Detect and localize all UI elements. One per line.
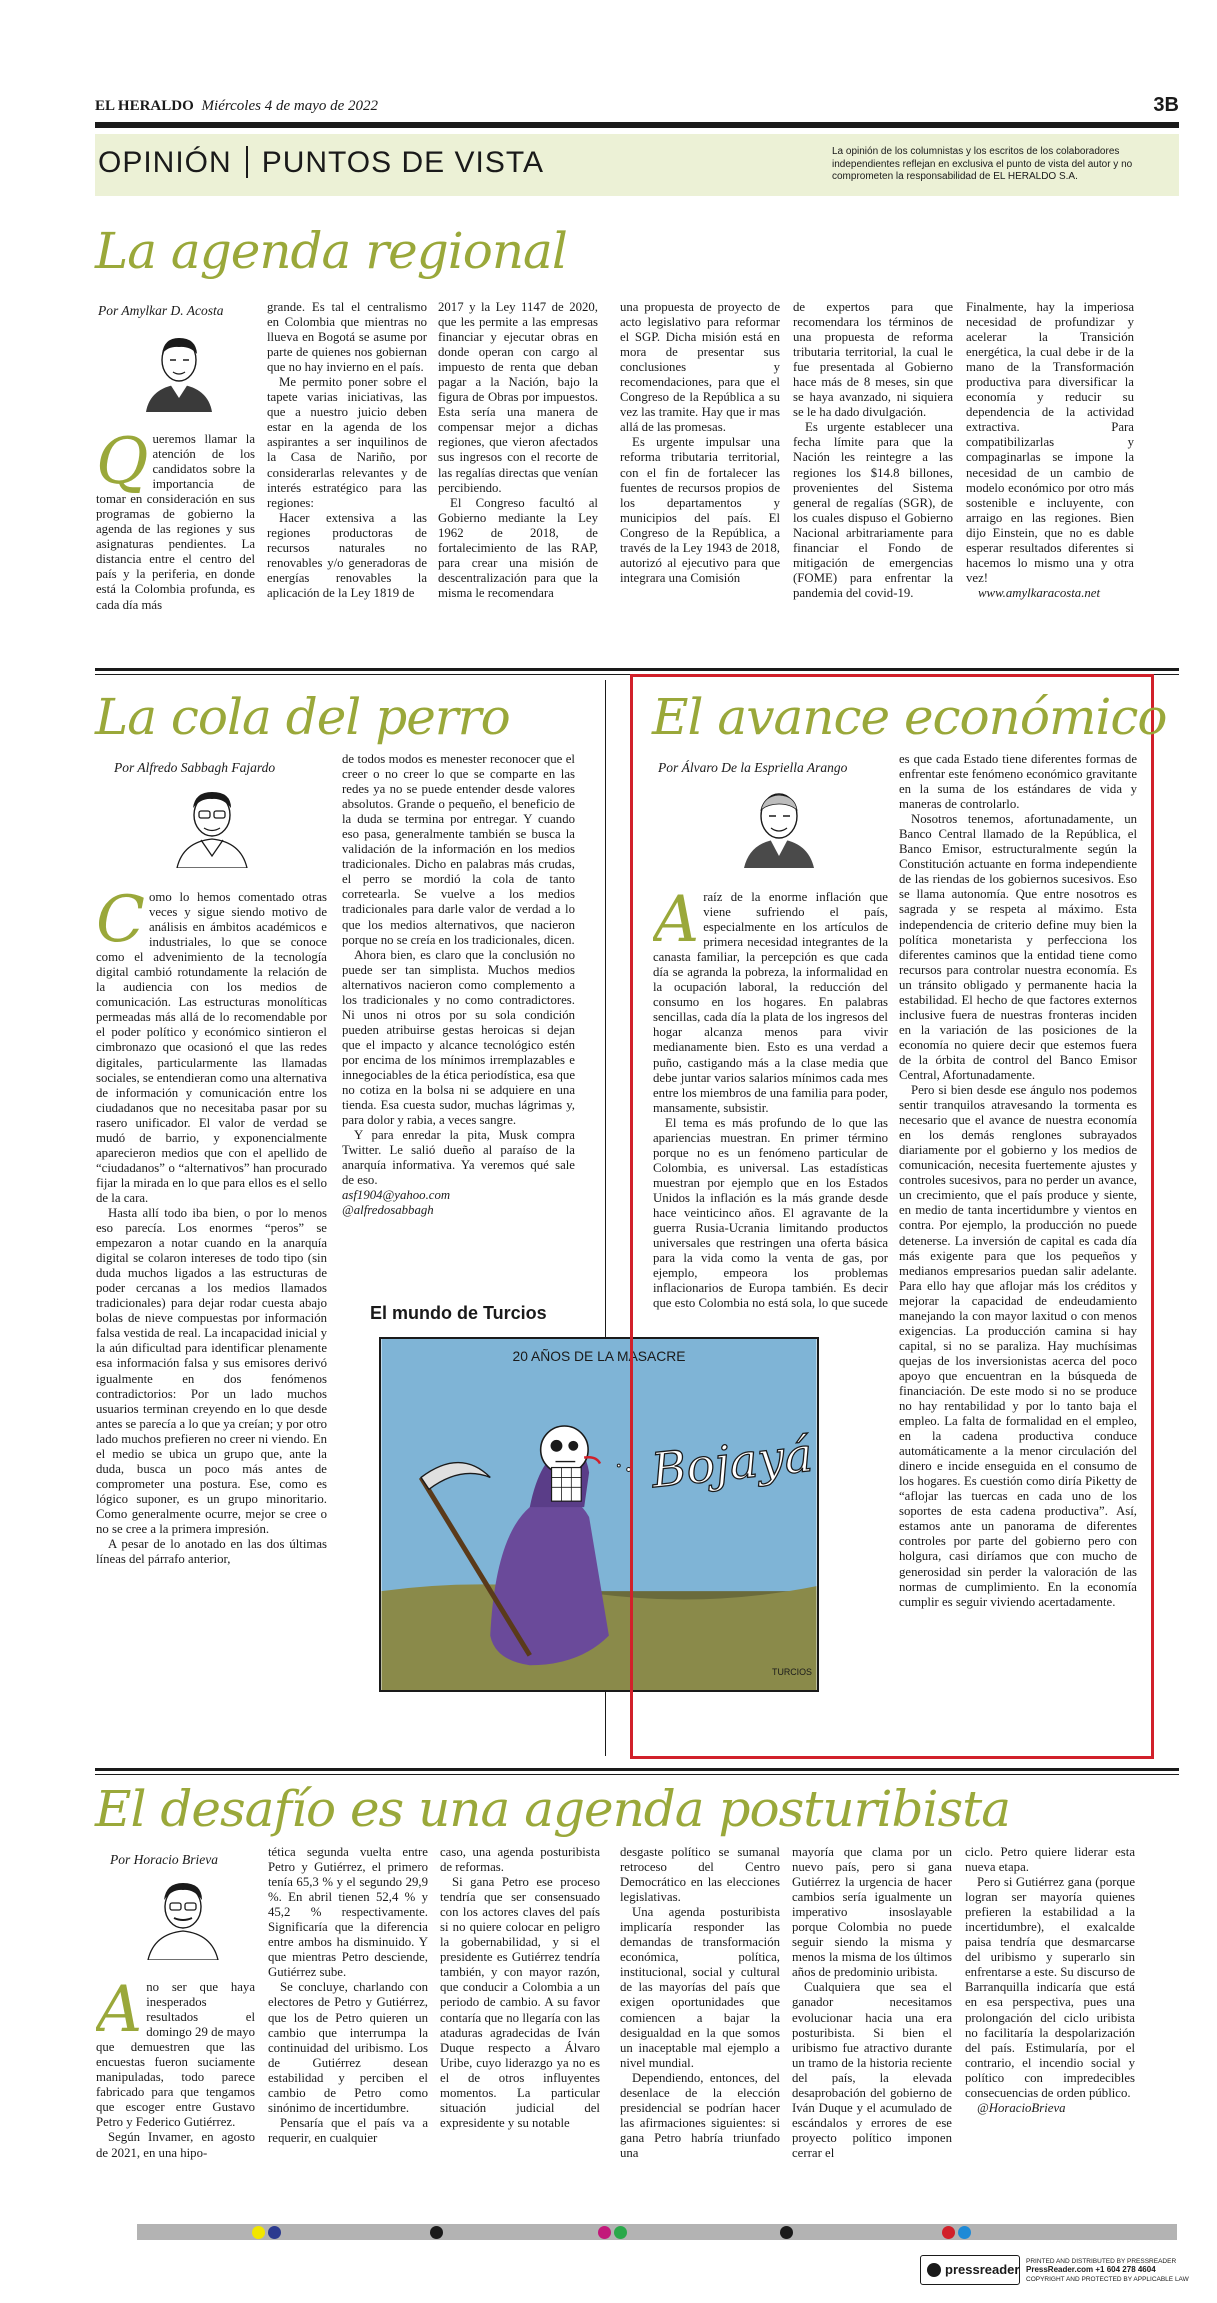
article1-lead: ueremos llamar la atención de los candidatos sobre la importancia de tomar en consideración en sus programas de gobierno la agenda de las regiones y sus asignaturas pendientes. La distancia entre el centro del país y la periferia, en donde está la Colombia profunda, es cada día más: [96, 432, 255, 612]
paragraph: Cualquiera que sea el ganador necesitamos evolucionar hacia una era posturibista. Si bien el uribismo fue atractivo durante un tramo de la historia reciente del país, la elevada desaprobación del gobierno de Iván Duque y el acumulado de escándalos y errores de ese proyecto político imponen cerrar el: [792, 1980, 952, 2160]
article4-column-3: [440, 1845, 600, 2213]
article2-dropcap: C: [96, 890, 145, 957]
paragraph: es que cada Estado tiene diferentes formas de enfrentar este fenómeno económico gravitante en la suma de los estándares de vida y maneras de controlarlo.: [899, 752, 1137, 812]
section-divider: [95, 1768, 1179, 1771]
cartoon-banner: 20 AÑOS DE LA MASACRE: [512, 1347, 686, 1364]
paragraph: caso, una agenda posturibista de reformas.: [440, 1845, 600, 1875]
article4-byline: Por Horacio Brieva: [110, 1852, 218, 1867]
pressreader-icon: [927, 2263, 941, 2277]
paragraph: grande. Es tal el centralismo en Colombia que mientras no llueva en Bogotá se asume por parte de quienes nos gobiernan que no hay invierno en el país.: [267, 300, 427, 375]
paragraph: A pesar de lo anotado en las dos últimas líneas del párrafo anterior,: [96, 1537, 327, 1567]
pressreader-brand: pressreader: [945, 2262, 1020, 2277]
article1-column-6: [966, 300, 1134, 644]
paragraph: de todos modos es menester reconocer que el creer o no creer lo que se comparte en las redes ya no se puede entender desde valores absolutos. Grande o pequeño, el beneficio de la duda se termina por entregar. Y cuando eso pasa, generalmente también se busca la validación de la información en los medios tradicionales. Dicho en palabras más crudas, el perro se mordió la cola de tanto corretearla. Se vuelve a los medios tradicionales para darle valor de verdad a lo que los medios alternativos, que nacieron porque no se creía en los tradicionales, dicen.: [342, 752, 575, 947]
paragraph: 2017 y la Ley 1147 de 2020, que les permite a las empresas financiar y ejecutar obras en donde operan con cargo al impuesto de renta que deban pagar a la Nación, bajo la figura de Obras por impuestos. Esta sería una manera de compensar mejor a dichas regiones, que vieron afectados sus ingresos con el recorte de las regalías directas que venían percibiendo.: [438, 300, 598, 495]
registration-dot: [598, 2226, 611, 2239]
article2-headline: La cola del perro: [95, 688, 510, 746]
registration-dot: [252, 2226, 265, 2239]
pressreader-badge[interactable]: [920, 2255, 1189, 2285]
paragraph: Me permito poner sobre el tapete varias iniciativas, las que a nuestro juicio deben estar en la agenda de los aspirantes a ser inquilinos de la Casa de Nariño, por considerarlas relevantes y de interés estratégico para las regiones:: [267, 375, 427, 510]
paragraph: Pero si Gutiérrez gana (porque logran ser mayoría quienes prefieren la estabilidad a la incertidumbre), el exalcalde paisa tendría que desmarcarse del uribismo y superarlo sin enfrentarse a este. Su discurso de Barranquilla indicaría que está en esa perspectiva, pues una prolongación del ciclo uribista no facilitaría la despolarización del país. Estimularía, por el contrario, el incendio social y político con impredecibles consecuencias de orden público.: [965, 1875, 1135, 2100]
article4-column-6: [965, 1845, 1135, 2213]
article2-byline: Por Alfredo Sabbagh Fajardo: [114, 760, 276, 775]
section-disclaimer: La opinión de los columnistas y los escritos de los colaboradores independientes reflejan en exclusiva el punto de vista del autor y no comprometen la responsabilidad de EL HERALDO S.A.: [832, 146, 1133, 182]
paragraph: desgaste político se sumanal retroceso del Centro Democrático en las elecciones legislativas.: [620, 1845, 780, 1905]
pressreader-line-3: COPYRIGHT AND PROTECTED BY APPLICABLE LAW: [1026, 2276, 1189, 2283]
article1-column-2: [267, 300, 427, 644]
pressreader-line-2: PressReader.com +1 604 278 4604: [1026, 2265, 1156, 2274]
paragraph: Dependiendo, entonces, del desenlace de la elección presidencial se podrían hacer las afirmaciones siguientes: si gana Petro habría triunfado una: [620, 2070, 780, 2160]
paragraph: de expertos para que recomendara los términos de una propuesta de reforma tributaria territorial, la cual le fue presentada al Gobierno hace más de 8 meses, sin que se haya avanzado, ni siquiera se le ha dado divulgación.: [793, 300, 953, 420]
paragraph: Pensaría que el país va a requerir, en cualquier: [268, 2115, 428, 2145]
article1-dropcap: Q: [96, 432, 149, 499]
paragraph: una propuesta de proyecto de acto legislativo para reformar el SGP. Dicha misión está en mora de presentar sus conclusiones y recomendaciones, para que el Congreso de la República a su vez las tramite. Hay que ir mas allá de las promesas.: [620, 300, 780, 435]
article3-byline: Por Álvaro De la Espriella Arango: [658, 760, 848, 775]
masthead: [95, 98, 378, 115]
author-portrait-acosta: [140, 326, 218, 412]
paragraph: Nosotros tenemos, afortunadamente, un Banco Central llamado de la República, el Banco Emisor, estructuralmente según la Constitución actuante en forma independiente de las riendas de los gobiernos sucesivos. Eso se llama autonomía. Que entre nosotros es sagrada y se respeta al máximo. Esta independencia de criterio define muy bien la política monetarista y perfecciona los diferentes caminos que la entidad tiene como recursos para controlar nuestra economía. Es un tránsito obligado y permanente hacia la estabilidad. El hecho de que factores externos inclusive fuera de nuestras fronteras inciden en la variación de las posiciones de la economía no quiere decir que estemos fuera de la órbita de control del Banco Emisor Central, Afortunadamente.: [899, 812, 1137, 1082]
article1-byline: Por Amylkar D. Acosta: [98, 303, 224, 318]
cartoon-word: Bojayá: [648, 1427, 816, 1500]
registration-dot: [614, 2226, 627, 2239]
registration-bar: [137, 2224, 1177, 2240]
author-portrait-brieva: [144, 1874, 222, 1960]
article4-headline: El desafío es una agenda posturibista: [95, 1780, 1011, 1838]
paragraph: Finalmente, hay la imperiosa necesidad de profundizar y acelerar la Transición energética, la cual debe ir de la mano de la Transformación productiva para diversificar la economía y reducir su dependencia de la actividad extractiva. Para compatibilizarlas y compaginarlas se impone la necesidad de un cambio de modelo económico por otro más sostenible e incluyente, con arraigo en las regiones. Bien dijo Einstein, que no es dable esperar resultados diferentes si hacemos lo mismo una y otra vez!: [966, 300, 1134, 585]
article1-column-1: [96, 432, 255, 644]
author-portrait-sabbagh: [173, 782, 251, 868]
section-divider: [95, 668, 1179, 671]
article4-dropcap: A: [96, 1980, 143, 2047]
article1-column-3: [438, 300, 598, 644]
cartoon-signature: TURCIOS: [772, 1667, 812, 1678]
paragraph: Hasta allí todo iba bien, o por lo menos eso parecía. Los enormes “peros” se empezaron a notar cuando en la anarquía digital se colaron intereses de todo tipo (sin duda muchos ligados a las estructuras de poder cercanas a los medios llamados tradicionales) para dejar rodar cuesta abajo bolas de nieve compuestas por información falsa vestida de real. La incapacidad inicial y la aún dificultad para identificar plenamente esa información falsa y sus emisores derivó igualmente en dos fenómenos contradictorios: Por un lado muchos usuarios terminan creyendo en lo que desde antes se parecía a lo que ya creían; y por otro lado muchos prefieren no creer ni viendo. En el medio se ubica un grupo que, ante la duda, busca un poco más antes de comprometer una postura. Ese, como es lógico suponer, es un grupo minoritario. Como generalmente ocurre, mejor se cree o no se cree a la primera impresión.: [96, 1205, 327, 1536]
paragraph: Si gana Petro ese proceso tendría que ser consensuado con los actores claves del país si no quiere colocar en peligro la gobernabilidad, y si el presidente es Gutiérrez tendría también, y con mayor razón, que conducir a Colombia a un periodo de cambio. A su favor contaría que no llegaría con las ataduras agradecidas de Iván Duque respecto a Álvaro Uribe, cuyo liderazgo ya no es el de otros influyentes momentos. La particular situación judicial del expresidente y su notable: [440, 1875, 600, 2130]
registration-dot: [958, 2226, 971, 2239]
registration-dot: [942, 2226, 955, 2239]
paragraph: Una agenda posturibista implicaría responder las demandas de transformación económica, política, institucional, social y cultural de las mayorías del país que exigen oportunidades que comiencen a bajar la desigualdad en la que somos un inaceptable mal ejemplo a nivel mundial.: [620, 1905, 780, 2070]
article2-email[interactable]: asf1904@yahoo.com: [342, 1188, 451, 1203]
issue-date: Miércoles 4 de mayo de 2022: [201, 98, 379, 114]
page-number: 3B: [1153, 94, 1179, 116]
pressreader-logo[interactable]: [920, 2255, 1020, 2285]
paper-name: EL HERALDO: [95, 98, 194, 114]
article3-column-2: [899, 752, 1137, 1742]
author-portrait-espriella: [740, 782, 818, 868]
article4-column-1: [96, 1980, 255, 2212]
pressreader-line-1: PRINTED AND DISTRIBUTED BY PRESSREADER: [1026, 2258, 1177, 2265]
paragraph: El tema es más profundo de lo que las apariencias muestran. En primer término porque no es un fenómeno particular de Colombia, es universal. Las estadísticas muestran por ejemplo que en los Estados Unidos la inflación es la más grande desde hace veinticinco años. El agravante de la guerra Rusia-Ucrania limitando productos universales que restringen una oferta básica para la vida como la venta de gas, por ejemplo, empeora los problemas inflacionarios de Europa también. Es decir que esto Colombia no está sola, lo que sucede: [653, 1115, 888, 1311]
top-rule: [95, 122, 1179, 128]
paragraph: Pero si bien desde ese ángulo nos podemos sentir tranquilos atravesando la tormenta es necesario que el avance de nuestra economía en los demás renglones subrayados diariamente por el gobierno y los medios de comunicación, necesita fuertemente ajustes y controles sucesivos, para no perder un avance, un crecimiento, que el país produce y siente, en medio de tanta incertidumbre y vientos en contra. Por ejemplo, la producción no puede detenerse. La inversión de capital es cada día más exigente para que los pequeños y medianos empresarios puedan salir adelante. Para ello hay que aflojar más los créditos y mejorar la capacidad de endeudamiento manejando la con mayor laxitud o con menos exigencias. La producción camina si hay capital, si no se paraliza. Hay muchísimas quejas de los inversionistas acerca del poco apoyo que encuentran en la búsqueda de financiación. De este modo si no se produce no hay rentabilidad y por lo tanto baja el empleo. La falta de formalidad en el empleo, en la cadena productiva conduce automáticamente a la menor circulación del dinero e incide enseguida en el consumo de los hogares. Es cuestión como diría Piketty de “aflojar las tuercas en cada uno de los soportes de esta cadena productiva”. Así, estamos ante un panorama de diferentes controles por parte del gobierno pero con holgura, casi diríamos que con mucho de generosidad sin perder la valoración de las normas de cumplimiento. En la economía cumplir es seguir viviendo acertadamente.: [899, 1083, 1137, 1609]
article4-column-5: [792, 1845, 952, 2213]
article3-headline: El avance económico: [652, 688, 1167, 746]
paragraph: Ahora bien, es claro que la conclusión no puede ser tan simplista. Muchos medios alternativos nacieron como complemento a los tradicionales y no como contradictores. Ni unos ni otros por su sola condición pueden atribuirse gestas heroicas si dejan que el impacto y alcance tecnológico estén por encima de los mínimos irremplazables e innegociables de la ética periodística, esa que no cotiza en la bolsa ni se adquiere en una tienda. Esa cuesta sudor, muchas lágrimas y, para dolor y rabia, a veces sangre.: [342, 947, 575, 1128]
article1-headline: La agenda regional: [95, 222, 567, 280]
paragraph: Es urgente impulsar una reforma tributaria territorial, con el fin de fortalecer las fuentes de recursos propios de los departamentos y municipios del país. El Congreso de la República, a través de la Ley 1943 de 2018, autorizó al ejecutivo para que integrara una Comisión: [620, 435, 780, 585]
article1-column-5: [793, 300, 953, 644]
paragraph: Hacer extensiva a las regiones productoras de recursos naturales no renovables y/o generadoras de energías renovables la aplicación de la Ley 1819 de: [267, 510, 427, 600]
section-subname: PUNTOS DE VISTA: [261, 146, 544, 179]
article4-handle[interactable]: @HoracioBrieva: [977, 2100, 1066, 2115]
article2-lead: omo lo hemos comentado otras veces y sigue siendo motivo de análisis en ámbitos académicos e industriales, lo que se conoce como el advenimiento de la tecnología digital cambió rotundamente la relación de la audiencia con los medios de comunicación. Las estructuras monolíticas permeadas más allá de lo recomendable por el poder político y económico sintieron el cimbronazo que ocasionó el que las redes digitales, particularmente las llamadas sociales, se entendieran como una alternativa de información y comunicación entre los ciudadanos que no necesitaba pasar por su rasero unificador. El valor de verdad se mudó de barrio, y exponencialmente aparecieron medios que con el apellido de “ciudadanos” o “alternativos” han procurado fijar la mirada en lo que para ellos es el sello de la cara.: [96, 890, 327, 1205]
cartoon-title: El mundo de Turcios: [370, 1303, 547, 1323]
article3-dropcap: A: [653, 890, 700, 957]
article4-column-2: [268, 1845, 428, 2213]
paragraph: ciclo. Petro quiere liderar esta nueva etapa.: [965, 1845, 1135, 1875]
article3-lead: raíz de la enorme inflación que viene sufriendo el país, especialmente en los artículos de primera necesidad integrantes de la canasta familiar, la percepción es que cada día se agranda la pobreza, la informalidad en la ocupación laboral, la reducción del consumo en los hogares. En palabras sencillas, cada día la plata de los ingresos del hogar alcanza menos para vivir medianamente bien. Esto es una verdad a puño, castigando más a la clase media que debe juntar varios salarios mínimos cada mes entre los miembros de una familia para poder, mansamente, subsistir.: [653, 890, 888, 1115]
section-name: OPINIÓN: [98, 146, 232, 179]
section-divider-thin: [95, 1774, 1179, 1775]
article1-column-4: [620, 300, 780, 644]
paragraph: Según Invamer, en agosto de 2021, en una hipo-: [96, 2130, 255, 2160]
paragraph: El Congreso facultó al Gobierno mediante la Ley 1962 de 2018, de fortalecimiento de las RAP, para crear una misión de descentralización para que la misma le recomendara: [438, 495, 598, 600]
article2-column-1: [96, 890, 327, 1732]
paragraph: tética segunda vuelta entre Petro y Gutiérrez, el primero tenía 65,3 % y el segundo 29,9 %. En abril tienen 52,4 % y 45,2 % respectivamente. Significaría que la diferencia entre ambos ha disminuido. Y que mientras Petro desciende, Gutiérrez sube.: [268, 1845, 428, 1980]
article4-lead: no ser que haya inesperados resultados el domingo 29 de mayo que demuestren que las encuestas fueron suciamente manipuladas, todo parece fabricado para que tengamos que escoger entre Gustavo Petro y Federico Gutiérrez.: [96, 1980, 255, 2130]
article2-column-2: [342, 752, 575, 1296]
article4-column-4: [620, 1845, 780, 2213]
registration-dot: [780, 2226, 793, 2239]
paragraph: mayoría que clama por un nuevo país, pero si gana Gutiérrez la urgencia de hacer cambios sería igualmente un imperativo insoslayable porque Colombia no puede seguir siendo la misma y menos la misma de los últimos años de predominio uribista.: [792, 1845, 952, 1980]
section-title: [98, 146, 544, 180]
registration-dot: [430, 2226, 443, 2239]
paragraph: Y para enredar la pita, Musk compra Twitter. Le salió dueño al paraíso de la anarquía informativa. Ya veremos qué sale de eso.: [342, 1128, 575, 1188]
article2-handle[interactable]: @alfredosabbagh: [342, 1203, 434, 1218]
article3-column-1: [653, 890, 888, 1730]
paragraph: Es urgente establecer una fecha límite para que la Nación les reintegre a las regiones los $14.8 billones, provenientes del Sistema general de regalías (SGR), de los cuales dispuso el Gobierno Nacional arbitrariamente para financiar el Fondo de mitigación de emergencias (FOME) para enfrentar la pandemia del covid-19.: [793, 420, 953, 600]
section-separator: [246, 146, 248, 178]
registration-dot: [268, 2226, 281, 2239]
article1-url[interactable]: www.amylkaracosta.net: [978, 585, 1101, 600]
paragraph: Se concluye, charlando con electores de Petro y Gutiérrez, que los de Petro quieren un cambio que interrumpa la continuidad del uribismo. Los de Gutiérrez desean estabilidad y perciben el cambio de Petro como sinónimo de incertidumbre.: [268, 1980, 428, 2115]
